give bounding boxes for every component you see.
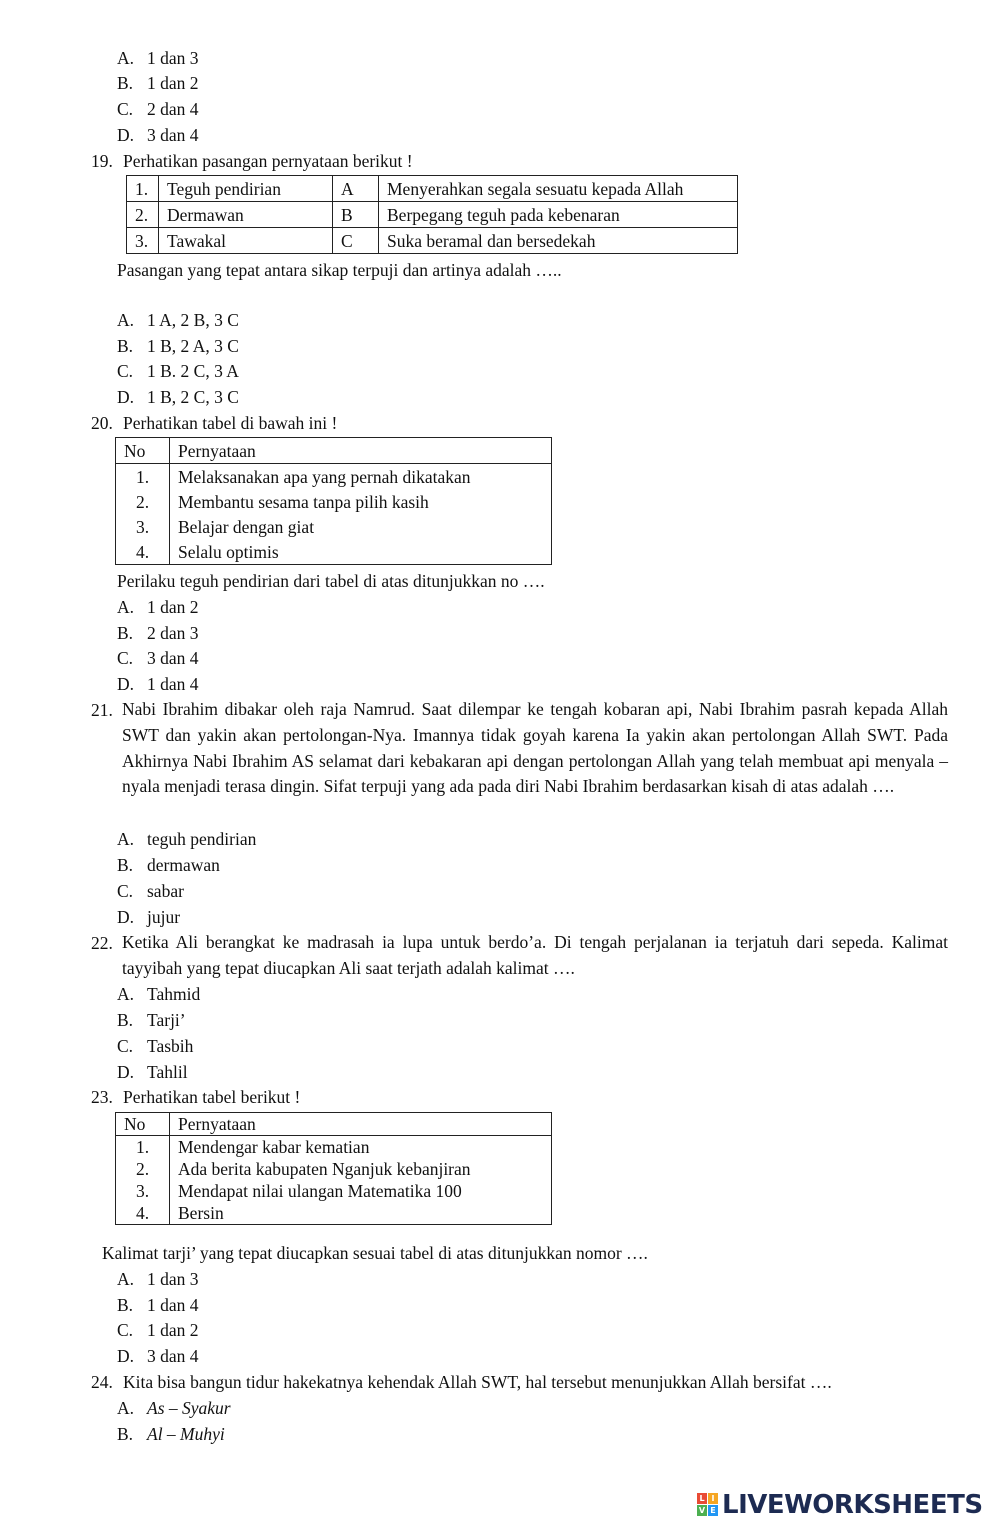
cell-statement: Selalu optimis bbox=[170, 539, 552, 565]
option-text: 1 B, 2 A, 3 C bbox=[147, 336, 239, 356]
logo-letter: E bbox=[708, 1505, 718, 1516]
option-23-b[interactable] bbox=[117, 1294, 199, 1316]
option-letter: B. bbox=[117, 336, 134, 356]
option-letter: D. bbox=[117, 907, 135, 927]
cell-term: Tawakal bbox=[159, 228, 333, 254]
brand-name: LIVEWORKSHEETS bbox=[722, 1490, 983, 1520]
option-text: 1 dan 4 bbox=[147, 674, 199, 694]
cell-no: 1. bbox=[116, 1136, 170, 1159]
table-row bbox=[127, 176, 738, 202]
question-number: 19. bbox=[91, 151, 113, 171]
option-text: 1 dan 2 bbox=[147, 1320, 199, 1340]
option-21-c[interactable] bbox=[117, 880, 184, 902]
option-text: 3 dan 4 bbox=[147, 1346, 199, 1366]
cell-statement: Ada berita kabupaten Nganjuk kebanjiran bbox=[170, 1158, 552, 1180]
option-23-d[interactable] bbox=[117, 1345, 199, 1367]
table-19 bbox=[126, 175, 738, 254]
question-text: Perhatikan tabel di bawah ini ! bbox=[123, 413, 338, 433]
question-prompt: Pasangan yang tepat antara sikap terpuji dan artinya adalah ….. bbox=[117, 260, 562, 280]
option-letter: A. bbox=[117, 1269, 135, 1289]
question-number: 24. bbox=[91, 1372, 113, 1392]
option-22-a[interactable] bbox=[117, 983, 200, 1005]
table-header bbox=[116, 438, 552, 464]
cell-meaning: Menyerahkan segala sesuatu kepada Allah bbox=[379, 176, 738, 202]
cell-no: 4. bbox=[116, 539, 170, 565]
option-text: 3 dan 4 bbox=[147, 648, 199, 668]
option-text: Tahlil bbox=[147, 1062, 188, 1082]
option-18-c[interactable] bbox=[117, 98, 199, 120]
option-text: sabar bbox=[147, 881, 184, 901]
cell-statement: Membantu sesama tanpa pilih kasih bbox=[170, 489, 552, 514]
option-letter: C. bbox=[117, 1036, 134, 1056]
question-number: 23. bbox=[91, 1087, 113, 1107]
option-24-a[interactable] bbox=[117, 1397, 231, 1419]
option-text: 1 B. 2 C, 3 A bbox=[147, 361, 239, 381]
option-letter: A. bbox=[117, 829, 135, 849]
option-18-d[interactable] bbox=[117, 124, 199, 146]
option-letter: D. bbox=[117, 1062, 135, 1082]
option-text: 3 dan 4 bbox=[147, 125, 199, 145]
cell-no: 3. bbox=[116, 1180, 170, 1202]
option-18-b[interactable] bbox=[117, 72, 199, 94]
option-text: 1 B, 2 C, 3 C bbox=[147, 387, 239, 407]
liveworksheets-logo[interactable] bbox=[697, 1490, 983, 1520]
option-text: 2 dan 4 bbox=[147, 99, 199, 119]
option-text: jujur bbox=[147, 907, 181, 927]
table-row bbox=[116, 1136, 552, 1159]
option-text: 1 dan 4 bbox=[147, 1295, 199, 1315]
option-22-b[interactable] bbox=[117, 1009, 186, 1031]
cell-statement: Melaksanakan apa yang pernah dikatakan bbox=[170, 464, 552, 490]
header-statement: Pernyataan bbox=[170, 438, 552, 464]
option-letter: D. bbox=[117, 125, 135, 145]
cell-statement: Bersin bbox=[170, 1202, 552, 1225]
option-20-a[interactable] bbox=[117, 596, 199, 618]
question-22-text: Ketika Ali berangkat ke madrasah ia lupa untuk berdo’a. Di tengah perjalanan ia terjatuh dari sepeda. Kalimat tayyibah yang tepat diucapkan Ali saat terjath adalah kalimat …. bbox=[122, 932, 948, 978]
cell-key: C bbox=[333, 228, 379, 254]
cell-no: 2. bbox=[116, 489, 170, 514]
option-letter: D. bbox=[117, 674, 135, 694]
option-letter: C. bbox=[117, 361, 134, 381]
option-text: 1 dan 2 bbox=[147, 597, 199, 617]
option-19-b[interactable] bbox=[117, 335, 239, 357]
table-row bbox=[116, 1202, 552, 1225]
question-prompt: Perilaku teguh pendirian dari tabel di atas ditunjukkan no …. bbox=[117, 571, 545, 591]
option-letter: D. bbox=[117, 1346, 135, 1366]
option-letter: A. bbox=[117, 48, 135, 68]
option-letter: C. bbox=[117, 1320, 134, 1340]
question-text: Kita bisa bangun tidur hakekatnya kehendak Allah SWT, hal tersebut menunjukkan Allah bersifat …. bbox=[123, 1372, 832, 1392]
option-23-a[interactable] bbox=[117, 1268, 199, 1290]
question-text: Perhatikan tabel berikut ! bbox=[123, 1087, 301, 1107]
option-text: 1 A, 2 B, 3 C bbox=[147, 310, 239, 330]
option-text: Al – Muhyi bbox=[147, 1424, 225, 1444]
table-row bbox=[116, 539, 552, 565]
question-number: 21. bbox=[91, 700, 113, 720]
cell-meaning: Berpegang teguh pada kebenaran bbox=[379, 202, 738, 228]
question-23 bbox=[91, 1086, 300, 1108]
table-row bbox=[116, 514, 552, 539]
option-letter: A. bbox=[117, 984, 135, 1004]
table-23 bbox=[115, 1112, 552, 1225]
option-letter: C. bbox=[117, 99, 134, 119]
table-row bbox=[116, 489, 552, 514]
question-number: 22. bbox=[91, 933, 113, 953]
option-text: Tahmid bbox=[147, 984, 201, 1004]
table-row bbox=[127, 228, 738, 254]
option-text: 1 dan 3 bbox=[147, 48, 199, 68]
option-21-d[interactable] bbox=[117, 906, 180, 928]
option-letter: B. bbox=[117, 855, 134, 875]
header-no: No bbox=[116, 1113, 170, 1136]
cell-key: B bbox=[333, 202, 379, 228]
liveworksheets-logo-icon bbox=[697, 1493, 719, 1517]
option-letter: B. bbox=[117, 73, 134, 93]
option-23-c[interactable] bbox=[117, 1319, 199, 1341]
option-21-b[interactable] bbox=[117, 854, 220, 876]
table-row bbox=[116, 1180, 552, 1202]
option-21-a[interactable] bbox=[117, 828, 256, 850]
cell-no: 2. bbox=[127, 202, 159, 228]
header-statement: Pernyataan bbox=[170, 1113, 552, 1136]
option-letter: B. bbox=[117, 1424, 134, 1444]
option-18-a[interactable] bbox=[117, 47, 199, 69]
logo-letter: V bbox=[698, 1506, 706, 1515]
option-letter: A. bbox=[117, 310, 135, 330]
logo-letter: I bbox=[708, 1493, 718, 1504]
option-19-c[interactable] bbox=[117, 360, 239, 382]
question-text: Perhatikan pasangan pernyataan berikut ! bbox=[123, 151, 413, 171]
cell-statement: Mendengar kabar kematian bbox=[170, 1136, 552, 1159]
question-24 bbox=[91, 1371, 832, 1393]
cell-term: Teguh pendirian bbox=[159, 176, 333, 202]
option-letter: D. bbox=[117, 387, 135, 407]
option-19-d[interactable] bbox=[117, 386, 239, 408]
option-letter: A. bbox=[117, 1398, 135, 1418]
option-letter: B. bbox=[117, 623, 134, 643]
logo-letter: L bbox=[697, 1493, 707, 1504]
question-21-text: Nabi Ibrahim dibakar oleh raja Namrud. Saat dilempar ke tengah kobaran api, Nabi Ibrahim pasrah kepada Allah SWT dan yakin akan pertolongan-Nya. Imannya tidak goyah karena Ia yakin akan pertolongan Allah SWT. Pada Akhirnya Nabi Ibrahim AS selamat dari kebakaran api dengan pertolongan Allah yang telah membuat api menyala – nyala menjadi terasa dingin. Sifat terpuji yang ada pada diri Nabi Ibrahim berdasarkan kisah di atas adalah …. bbox=[122, 699, 948, 797]
cell-no: 1. bbox=[116, 464, 170, 490]
table-row bbox=[116, 1158, 552, 1180]
cell-statement: Mendapat nilai ulangan Matematika 100 bbox=[170, 1180, 552, 1202]
cell-statement: Belajar dengan giat bbox=[170, 514, 552, 539]
option-22-c[interactable] bbox=[117, 1035, 193, 1057]
table-row bbox=[127, 202, 738, 228]
cell-no: 3. bbox=[127, 228, 159, 254]
cell-no: 3. bbox=[116, 514, 170, 539]
option-text: As – Syakur bbox=[147, 1398, 231, 1418]
cell-no: 1. bbox=[127, 176, 159, 202]
option-letter: B. bbox=[117, 1295, 134, 1315]
table-row bbox=[116, 464, 552, 490]
table-header bbox=[116, 1113, 552, 1136]
question-20 bbox=[91, 412, 337, 434]
option-text: 2 dan 3 bbox=[147, 623, 199, 643]
question-prompt: Kalimat tarji’ yang tepat diucapkan sesuai tabel di atas ditunjukkan nomor …. bbox=[102, 1243, 648, 1263]
option-letter: A. bbox=[117, 597, 135, 617]
cell-no: 2. bbox=[116, 1158, 170, 1180]
option-text: Tasbih bbox=[147, 1036, 194, 1056]
option-letter: C. bbox=[117, 648, 134, 668]
option-text: Tarji’ bbox=[147, 1010, 186, 1030]
question-19 bbox=[91, 150, 413, 172]
cell-term: Dermawan bbox=[159, 202, 333, 228]
option-text: teguh pendirian bbox=[147, 829, 257, 849]
header-no: No bbox=[116, 438, 170, 464]
option-20-b[interactable] bbox=[117, 622, 199, 644]
option-text: dermawan bbox=[147, 855, 220, 875]
option-24-b[interactable] bbox=[117, 1423, 225, 1445]
table-20 bbox=[115, 437, 552, 565]
option-19-a[interactable] bbox=[117, 309, 239, 331]
option-20-d[interactable] bbox=[117, 673, 199, 695]
option-22-d[interactable] bbox=[117, 1061, 188, 1083]
cell-no: 4. bbox=[116, 1202, 170, 1225]
option-20-c[interactable] bbox=[117, 647, 199, 669]
question-number: 20. bbox=[91, 413, 113, 433]
cell-key: A bbox=[333, 176, 379, 202]
option-letter: B. bbox=[117, 1010, 134, 1030]
option-text: 1 dan 2 bbox=[147, 73, 199, 93]
option-letter: C. bbox=[117, 881, 134, 901]
option-text: 1 dan 3 bbox=[147, 1269, 199, 1289]
cell-meaning: Suka beramal dan bersedekah bbox=[379, 228, 738, 254]
